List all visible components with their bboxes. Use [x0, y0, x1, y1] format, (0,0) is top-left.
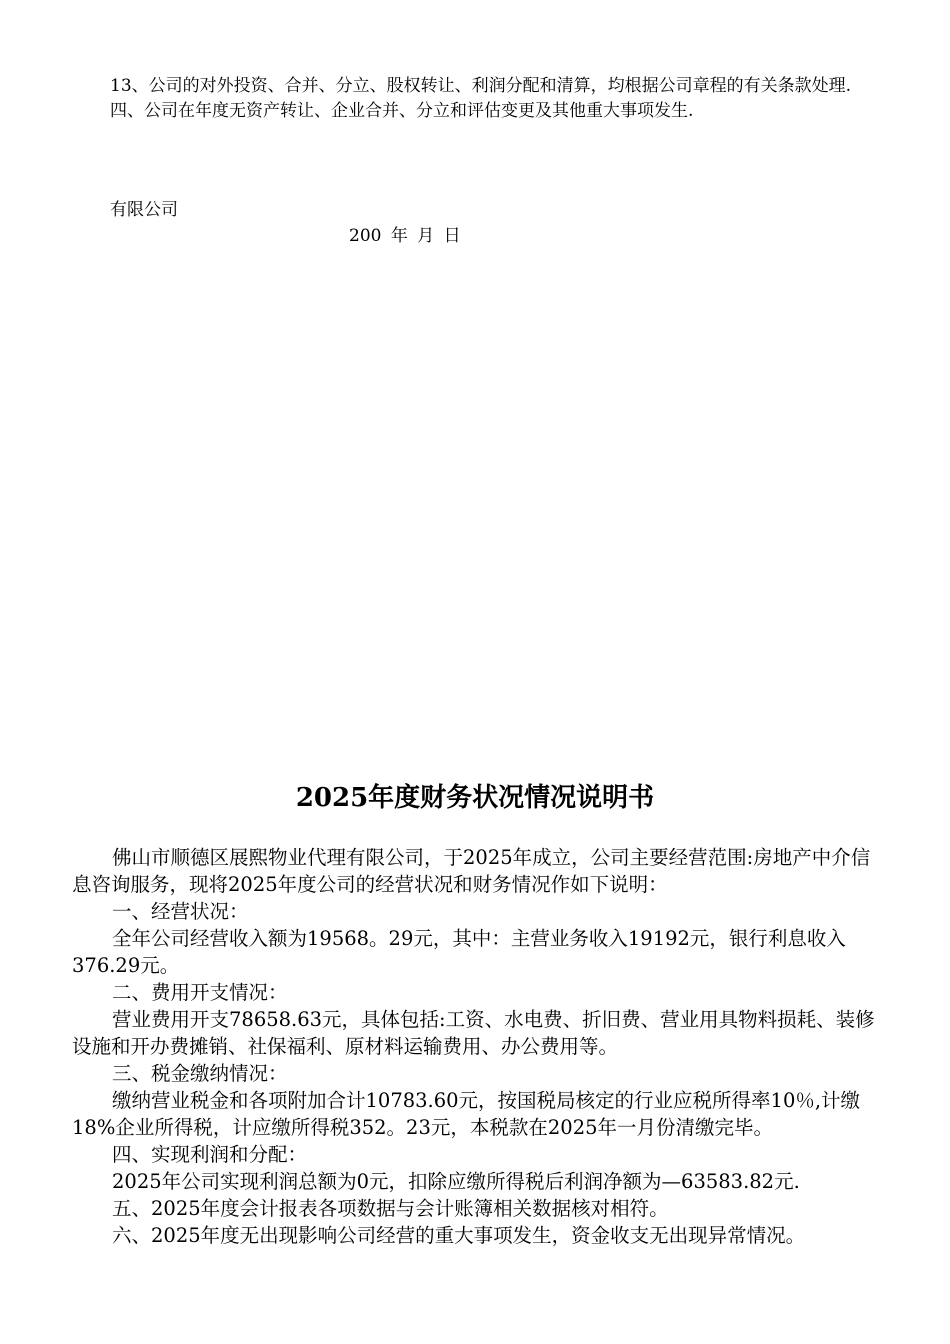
signature-date: 200 年 月 日	[349, 226, 461, 246]
company-signature: 有限公司	[110, 200, 178, 220]
clause-13-paragraph: 13、公司的对外投资、合并、分立、股权转让、利润分配和清算，均根据公司章程的有关条款处理.	[110, 76, 852, 96]
previous-page-section	[72, 74, 880, 124]
report-body	[72, 844, 880, 1249]
document-title: 2025年度财务状况情况说明书	[295, 783, 655, 813]
operations-paragraph: 全年公司经营收入额为19568。29元，其中：主营业务收入19192元，银行利息收入376.29元。	[72, 927, 846, 977]
expenses-paragraph: 营业费用开支78658.63元，具体包括:工资、水电费、折旧费、营业用具物料损耗、装修设施和开办费摊销、社保福利、原材料运输费用、办公费用等。	[72, 1008, 875, 1058]
profit-paragraph: 2025年公司实现利润总额为0元，扣除应缴所得税后利润净额为—63583.82元.	[112, 1170, 800, 1193]
accounting-check-paragraph: 五、2025年度会计报表各项数据与会计账簿相关数据核对相符。	[112, 1197, 669, 1220]
section-heading-expenses: 二、费用开支情况：	[112, 981, 288, 1004]
intro-paragraph: 佛山市顺德区展熙物业代理有限公司，于2025年成立，公司主要经营范围:房地产中介信息咨询服务，现将2025年度公司的经营状况和财务情况作如下说明：	[72, 846, 871, 896]
clause-4-paragraph: 四、公司在年度无资产转让、企业合并、分立和评估变更及其他重大事项发生.	[110, 101, 694, 121]
major-events-paragraph: 六、2025年度无出现影响公司经营的重大事项发生，资金收支无出现异常情况。	[112, 1224, 806, 1247]
section-heading-taxes: 三、税金缴纳情况：	[112, 1062, 288, 1085]
section-heading-operations: 一、经营状况：	[112, 900, 249, 923]
taxes-paragraph: 缴纳营业税金和各项附加合计10783.60元，按国税局核定的行业应税所得率10％,计缴18%企业所得税，计应缴所得税352。23元，本税款在2025年一月份清缴完毕。	[72, 1089, 861, 1139]
section-heading-profit: 四、实现利润和分配：	[112, 1143, 308, 1166]
